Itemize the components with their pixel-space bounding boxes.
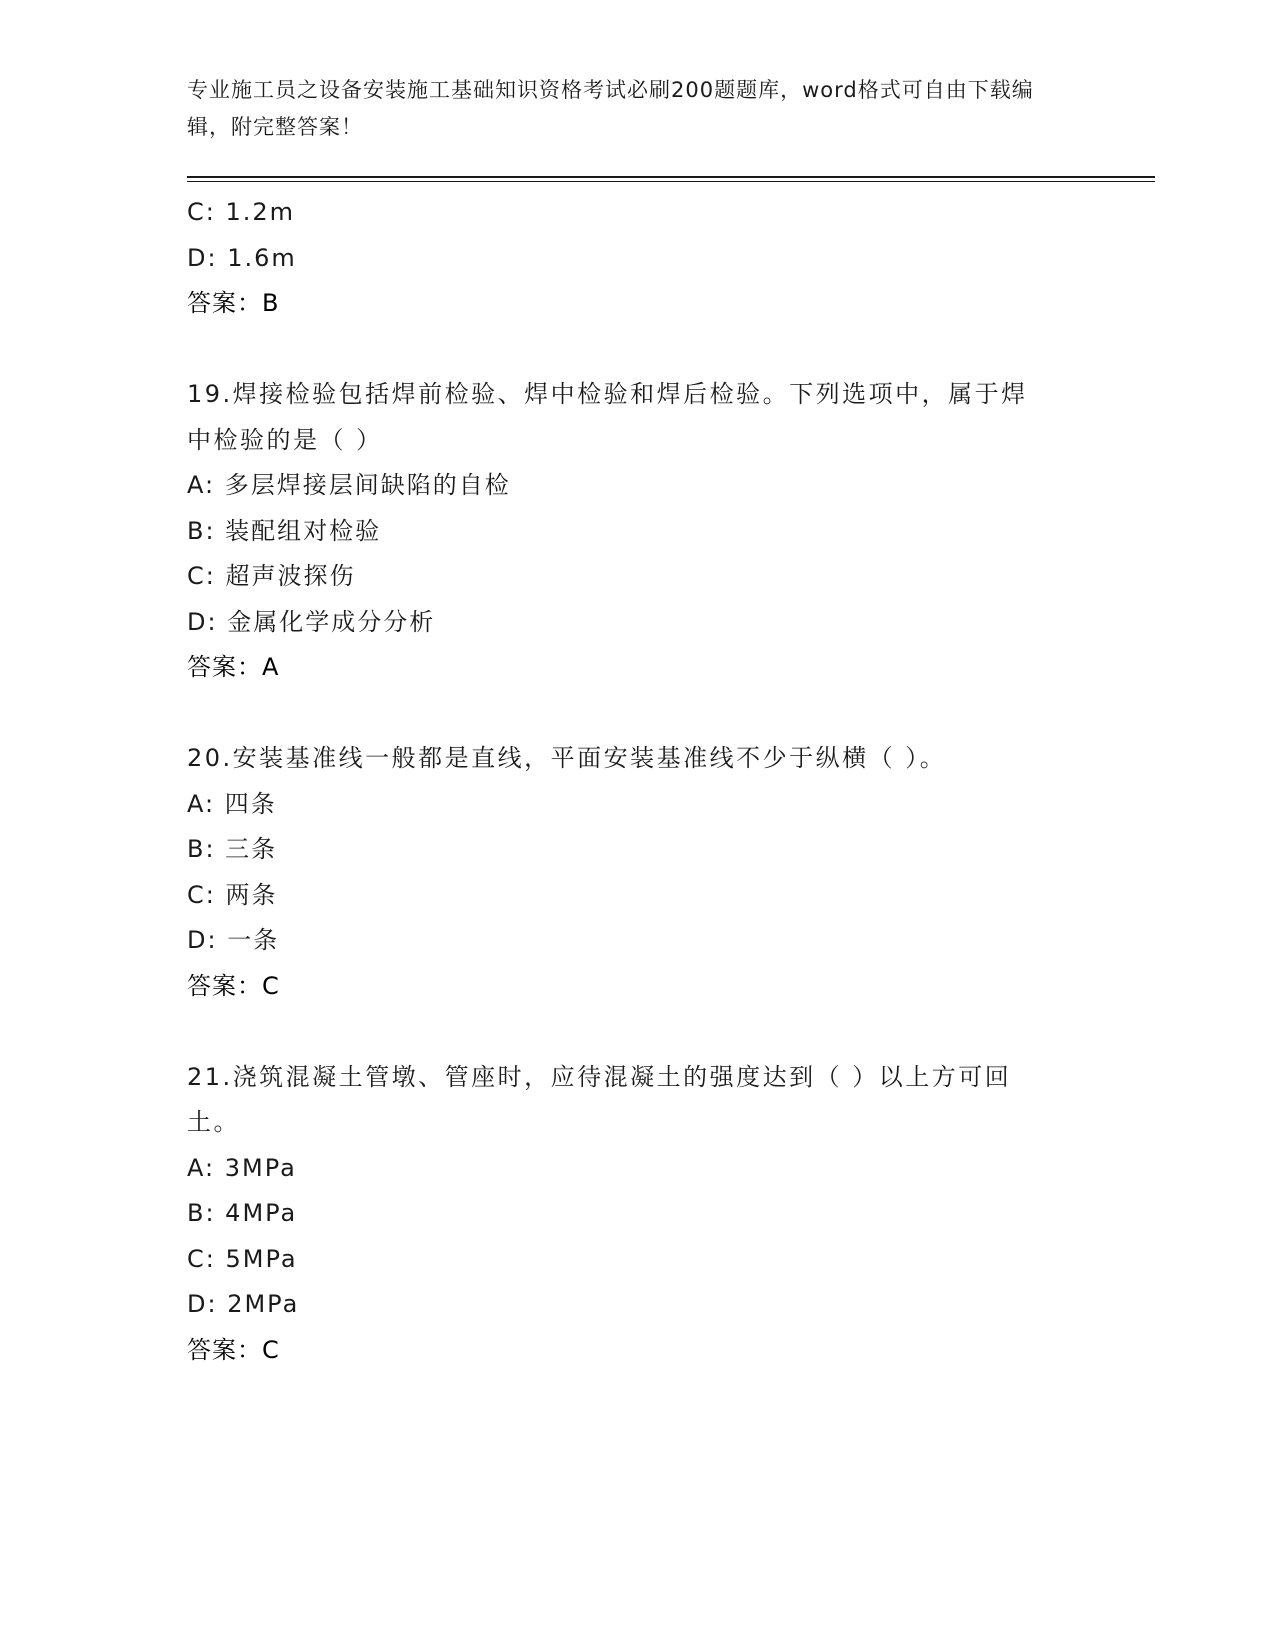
option-a: A: 多层焊接层间缺陷的自检 (187, 471, 511, 499)
option-c: C: 超声波探伤 (187, 562, 356, 590)
spacer (187, 327, 1087, 373)
answer: 答案：C (187, 1335, 280, 1364)
question-title: 21.浇筑混凝土管墩、管座时，应待混凝土的强度达到（ ）以上方可回土。 (187, 1062, 1012, 1136)
question-19 (187, 372, 1087, 691)
option-c: C: 1.2m (187, 198, 296, 226)
answer: 答案：A (187, 653, 280, 681)
header-divider-thin (187, 181, 1155, 182)
question-title: 19.焊接检验包括焊前检验、焊中检验和焊后检验。下列选项中，属于焊中检验的是（ ） (187, 380, 1028, 454)
option-b: B: 装配组对检验 (187, 516, 382, 545)
answer: 答案：B (187, 289, 280, 317)
document-header: 专业施工员之设备安装施工基础知识资格考试必刷200题题库，word格式可自由下载编辑，附完整答案！ (187, 78, 1034, 139)
option-b: B: 4MPa (187, 1199, 298, 1227)
option-d: D: 1.6m (187, 243, 297, 272)
spacer (187, 691, 1087, 737)
answer: 答案：C (187, 971, 280, 1000)
option-b: B: 三条 (187, 835, 278, 863)
question-18-continued (187, 190, 1087, 327)
spacer (187, 1009, 1087, 1055)
option-c: C: 两条 (187, 880, 278, 909)
question-20 (187, 736, 1087, 1009)
option-d: D: 一条 (187, 926, 280, 954)
option-a: A: 3MPa (187, 1153, 297, 1182)
option-c: C: 5MPa (187, 1244, 298, 1273)
option-d: D: 2MPa (187, 1290, 300, 1318)
question-21 (187, 1055, 1087, 1374)
document-body (187, 190, 1087, 1373)
option-a: A: 四条 (187, 789, 277, 818)
header-divider-thick (187, 176, 1155, 178)
question-title: 20.安装基准线一般都是直线，平面安装基准线不少于纵横（ ）。 (187, 744, 947, 772)
option-d: D: 金属化学成分分析 (187, 607, 436, 636)
